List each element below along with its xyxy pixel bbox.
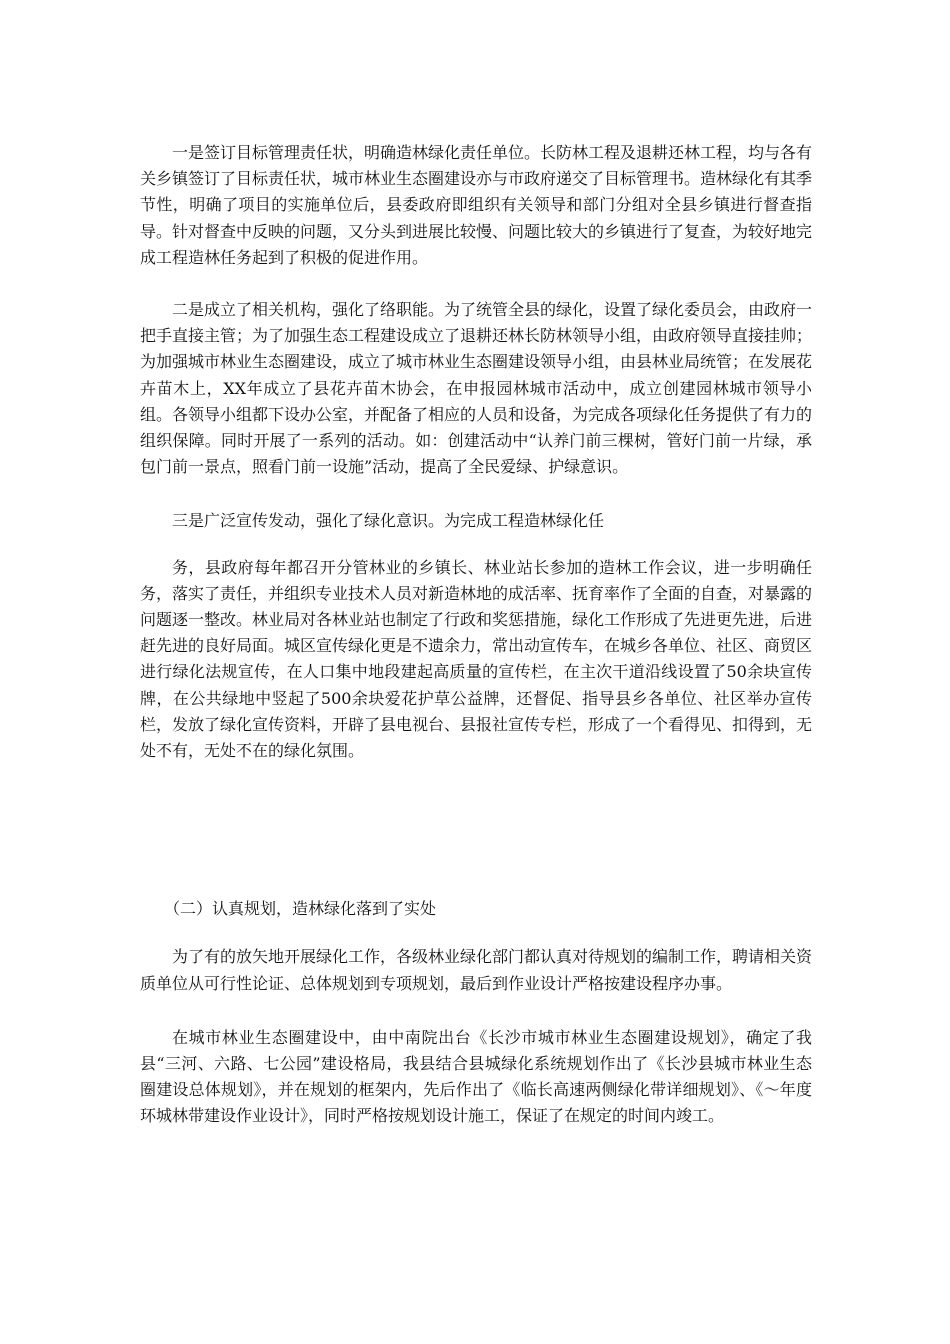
section-heading-planning: （二）认真规划，造林绿化落到了实处 xyxy=(164,899,437,919)
paragraph-organizations: 二是成立了相关机构，强化了络职能。为了统管全县的绿化，设置了绿化委员会，由政府一把手直接主管；为了加强生态工程建设成立了退耕还林长防林领导小组，由政府领导直接挂帅；为加强城市林业生态圈建设，成立了城市林业生态圈建设领导小组，由县林业局统管；在发展花卉苗木上，XX年成立了县花卉苗木协会，在申报园林城市活动中，成立创建园林城市领导小组。各领导小组都下设办公室，并配备了相应的人员和设备，为完成各项绿化任务提供了有力的组织保障。同时开展了一系列的活动。如：创建活动中“认养门前三棵树，管好门前一片绿，承包门前一景点，照看门前一设施”活动，提高了全民爱绿、护绿意识。 xyxy=(140,300,813,477)
paragraph-urban-forestry-plan: 在城市林业生态圈建设中，由中南院出台《长沙市城市林业生态圈建设规划》，确定了我县“三河、六路、七公园”建设格局，我县结合县城绿化系统规划作出了《长沙县城市林业生态圈建设总体规划》，并在规划的框架内，先后作出了《临长高速两侧绿化带详细规划》、《～年度环城林带建设作业设计》，同时严格按规划设计施工，保证了在规定的时间内竣工。 xyxy=(140,1027,812,1126)
paragraph-planning-work: 为了有的放矢地开展绿化工作，各级林业绿化部门都认真对待规划的编制工作，聘请相关资质单位从可行性论证、总体规划到专项规划，最后到作业设计严格按建设程序办事。 xyxy=(140,947,813,993)
paragraph-publicity-intro: 三是广泛宣传发动，强化了绿化意识。为完成工程造林绿化任 xyxy=(172,511,605,531)
paragraph-target-responsibility: 一是签订目标管理责任状，明确造林绿化责任单位。长防林工程及退耕还林工程，均与各有关乡镇签订了目标责任状，城市林业生态圈建设亦与市政府递交了目标管理书。造林绿化有其季节性，明确了项目的实施单位后，县委政府即组织有关领导和部门分组对全县乡镇进行督查指导。针对督查中反映的问题，又分头到进展比较慢、问题比较大的乡镇进行了复查，为较好地完成工程造林任务起到了积极的促进作用。 xyxy=(140,143,813,267)
paragraph-publicity-details: 务，县政府每年都召开分管林业的乡镇长、林业站长参加的造林工作会议，进一步明确任务，落实了责任，并组织专业技术人员对新造林地的成活率、抚育率作了全面的自查，对暴露的问题逐一整改。林业局对各林业站也制定了行政和奖惩措施，绿化工作形成了先进更先进，后进赶先进的良好局面。城区宣传绿化更是不遗余力，常出动宣传车，在城乡各单位、社区、商贸区进行绿化法规宣传，在人口集中地段建起高质量的宣传栏，在主次干道沿线设置了50余块宣传牌，在公共绿地中竖起了500余块爱花护草公益牌，还督促、指导县乡各单位、社区举办宣传栏，发放了绿化宣传资料，开辟了县电视台、县报社宣传专栏，形成了一个看得见、扣得到，无处不有，无处不在的绿化氛围。 xyxy=(140,557,813,761)
document-body xyxy=(140,140,812,1130)
